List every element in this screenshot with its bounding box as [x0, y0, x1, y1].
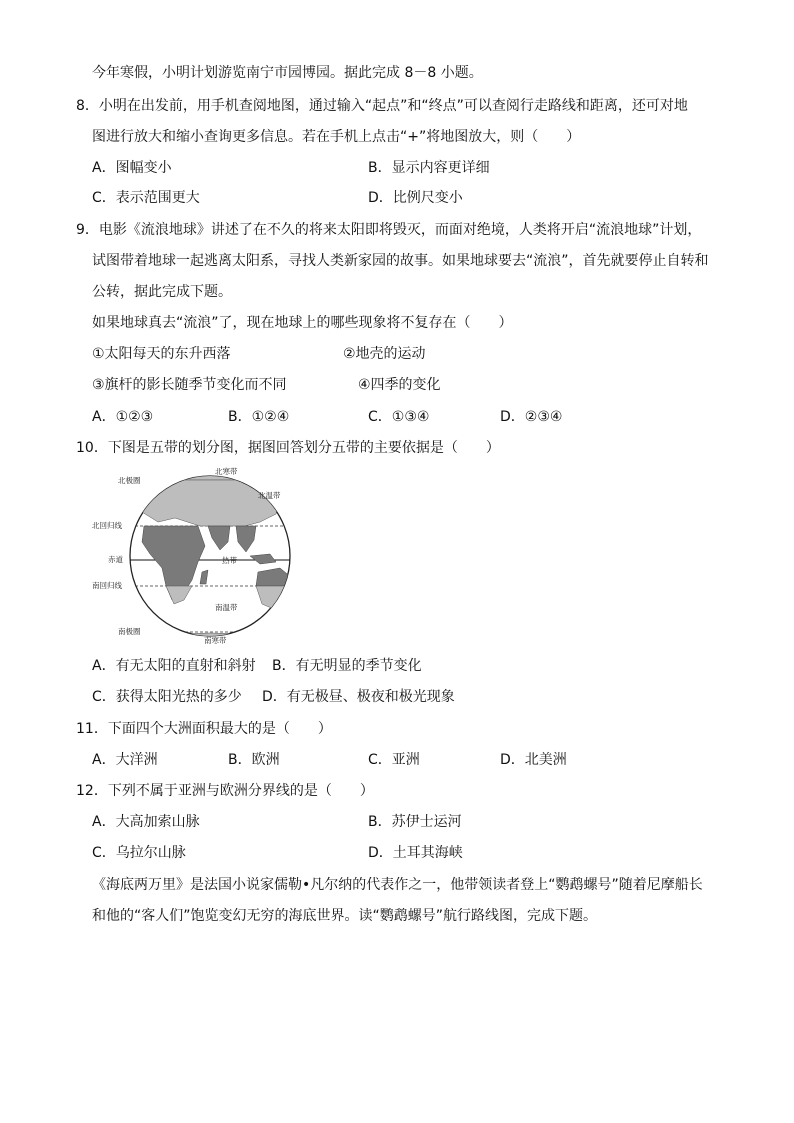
q9-item-2: ②地壳的运动 [343, 346, 426, 362]
q11-option-b[interactable]: B．欧洲 [228, 752, 280, 768]
q8-line1: 8．小明在出发前，用手机查阅地图，通过输入“起点”和“终点”可以查阅行走路线和距离，还可对地 [76, 98, 688, 114]
q12-line1: 12．下列不属于亚洲与欧洲分界线的是（ ） [76, 783, 374, 799]
label-south-frigid-zone: 南寒带 [204, 636, 227, 645]
q12-option-a[interactable]: A．大高加索山脉 [92, 814, 200, 830]
outro-line2: 和他的“客人们”饱览变幻无穷的海底世界。读“鹦鹉螺号”航行路线图，完成下题。 [92, 908, 598, 924]
q11-option-a[interactable]: A．大洋洲 [92, 752, 158, 768]
q9-option-c[interactable]: C．①③④ [368, 409, 430, 425]
q9-line1: 9．电影《流浪地球》讲述了在不久的将来太阳即将毁灭，而面对绝境，人类将开启“流浪地球”计划， [76, 222, 702, 238]
q10-option-d[interactable]: D．有无极昼、极夜和极光现象 [262, 689, 455, 705]
label-arctic-circle: 北极圈 [118, 476, 141, 485]
label-antarctic-circle: 南极圈 [118, 627, 141, 636]
q8-option-c[interactable]: C．表示范围更大 [92, 190, 200, 206]
q9-line2: 试图带着地球一起逃离太阳系，寻找人类新家园的故事。如果地球要去“流浪”，首先就要停止自转和 [92, 253, 709, 269]
q11-option-d[interactable]: D．北美洲 [500, 752, 567, 768]
q9-option-a[interactable]: A．①②③ [92, 409, 154, 425]
q8-option-b[interactable]: B．显示内容更详细 [368, 160, 490, 176]
q9-item-3: ③旗杆的影长随季节变化而不同 [92, 377, 287, 393]
q12-option-c[interactable]: C．乌拉尔山脉 [92, 845, 186, 861]
q10-line1: 10．下图是五带的划分图，据图回答划分五带的主要依据是（ ） [76, 440, 500, 456]
label-tropic-of-cancer: 北回归线 [92, 521, 122, 530]
q8-option-a[interactable]: A．图幅变小 [92, 160, 172, 176]
q9-question: 如果地球真去“流浪”了，现在地球上的哪些现象将不复存在（ ） [92, 315, 513, 331]
label-south-temperate-zone: 南温带 [215, 603, 238, 612]
q11-option-c[interactable]: C．亚洲 [368, 752, 420, 768]
q8-line2: 图进行放大和缩小查询更多信息。若在手机上点击“+”将地图放大，则（ ） [92, 129, 581, 145]
five-zones-map [80, 462, 320, 650]
q10-option-a[interactable]: A．有无太阳的直射和斜射 [92, 658, 256, 674]
label-north-temperate-zone: 北温带 [258, 491, 281, 500]
outro-line1: 《海底两万里》是法国小说家儒勒•凡尔纳的代表作之一，他带领读者登上“鹦鹉螺号”随着尼摩船长 [92, 877, 703, 893]
q12-option-d[interactable]: D．土耳其海峡 [368, 845, 463, 861]
q10-option-b[interactable]: B．有无明显的季节变化 [272, 658, 422, 674]
label-tropic-of-capricorn: 南回归线 [92, 581, 122, 590]
q8-option-d[interactable]: D．比例尺变小 [368, 190, 463, 206]
q10-option-c[interactable]: C．获得太阳光热的多少 [92, 689, 242, 705]
q9-item-1: ①太阳每天的东升西落 [92, 346, 231, 362]
label-north-frigid-zone: 北寒带 [215, 467, 238, 476]
land-eurasia [138, 480, 280, 526]
q9-option-b[interactable]: B．①②④ [228, 409, 290, 425]
q11-line1: 11．下面四个大洲面积最大的是（ ） [76, 721, 332, 737]
intro-text: 今年寒假，小明计划游览南宁市园博园。据此完成 8－8 小题。 [92, 65, 483, 81]
q9-item-4: ④四季的变化 [358, 377, 441, 393]
q9-option-d[interactable]: D．②③④ [500, 409, 563, 425]
q12-option-b[interactable]: B．苏伊士运河 [368, 814, 462, 830]
q9-line3: 公转，据此完成下题。 [92, 284, 232, 300]
label-tropical-zone: 热带 [222, 556, 237, 565]
label-equator: 赤道 [108, 555, 123, 564]
